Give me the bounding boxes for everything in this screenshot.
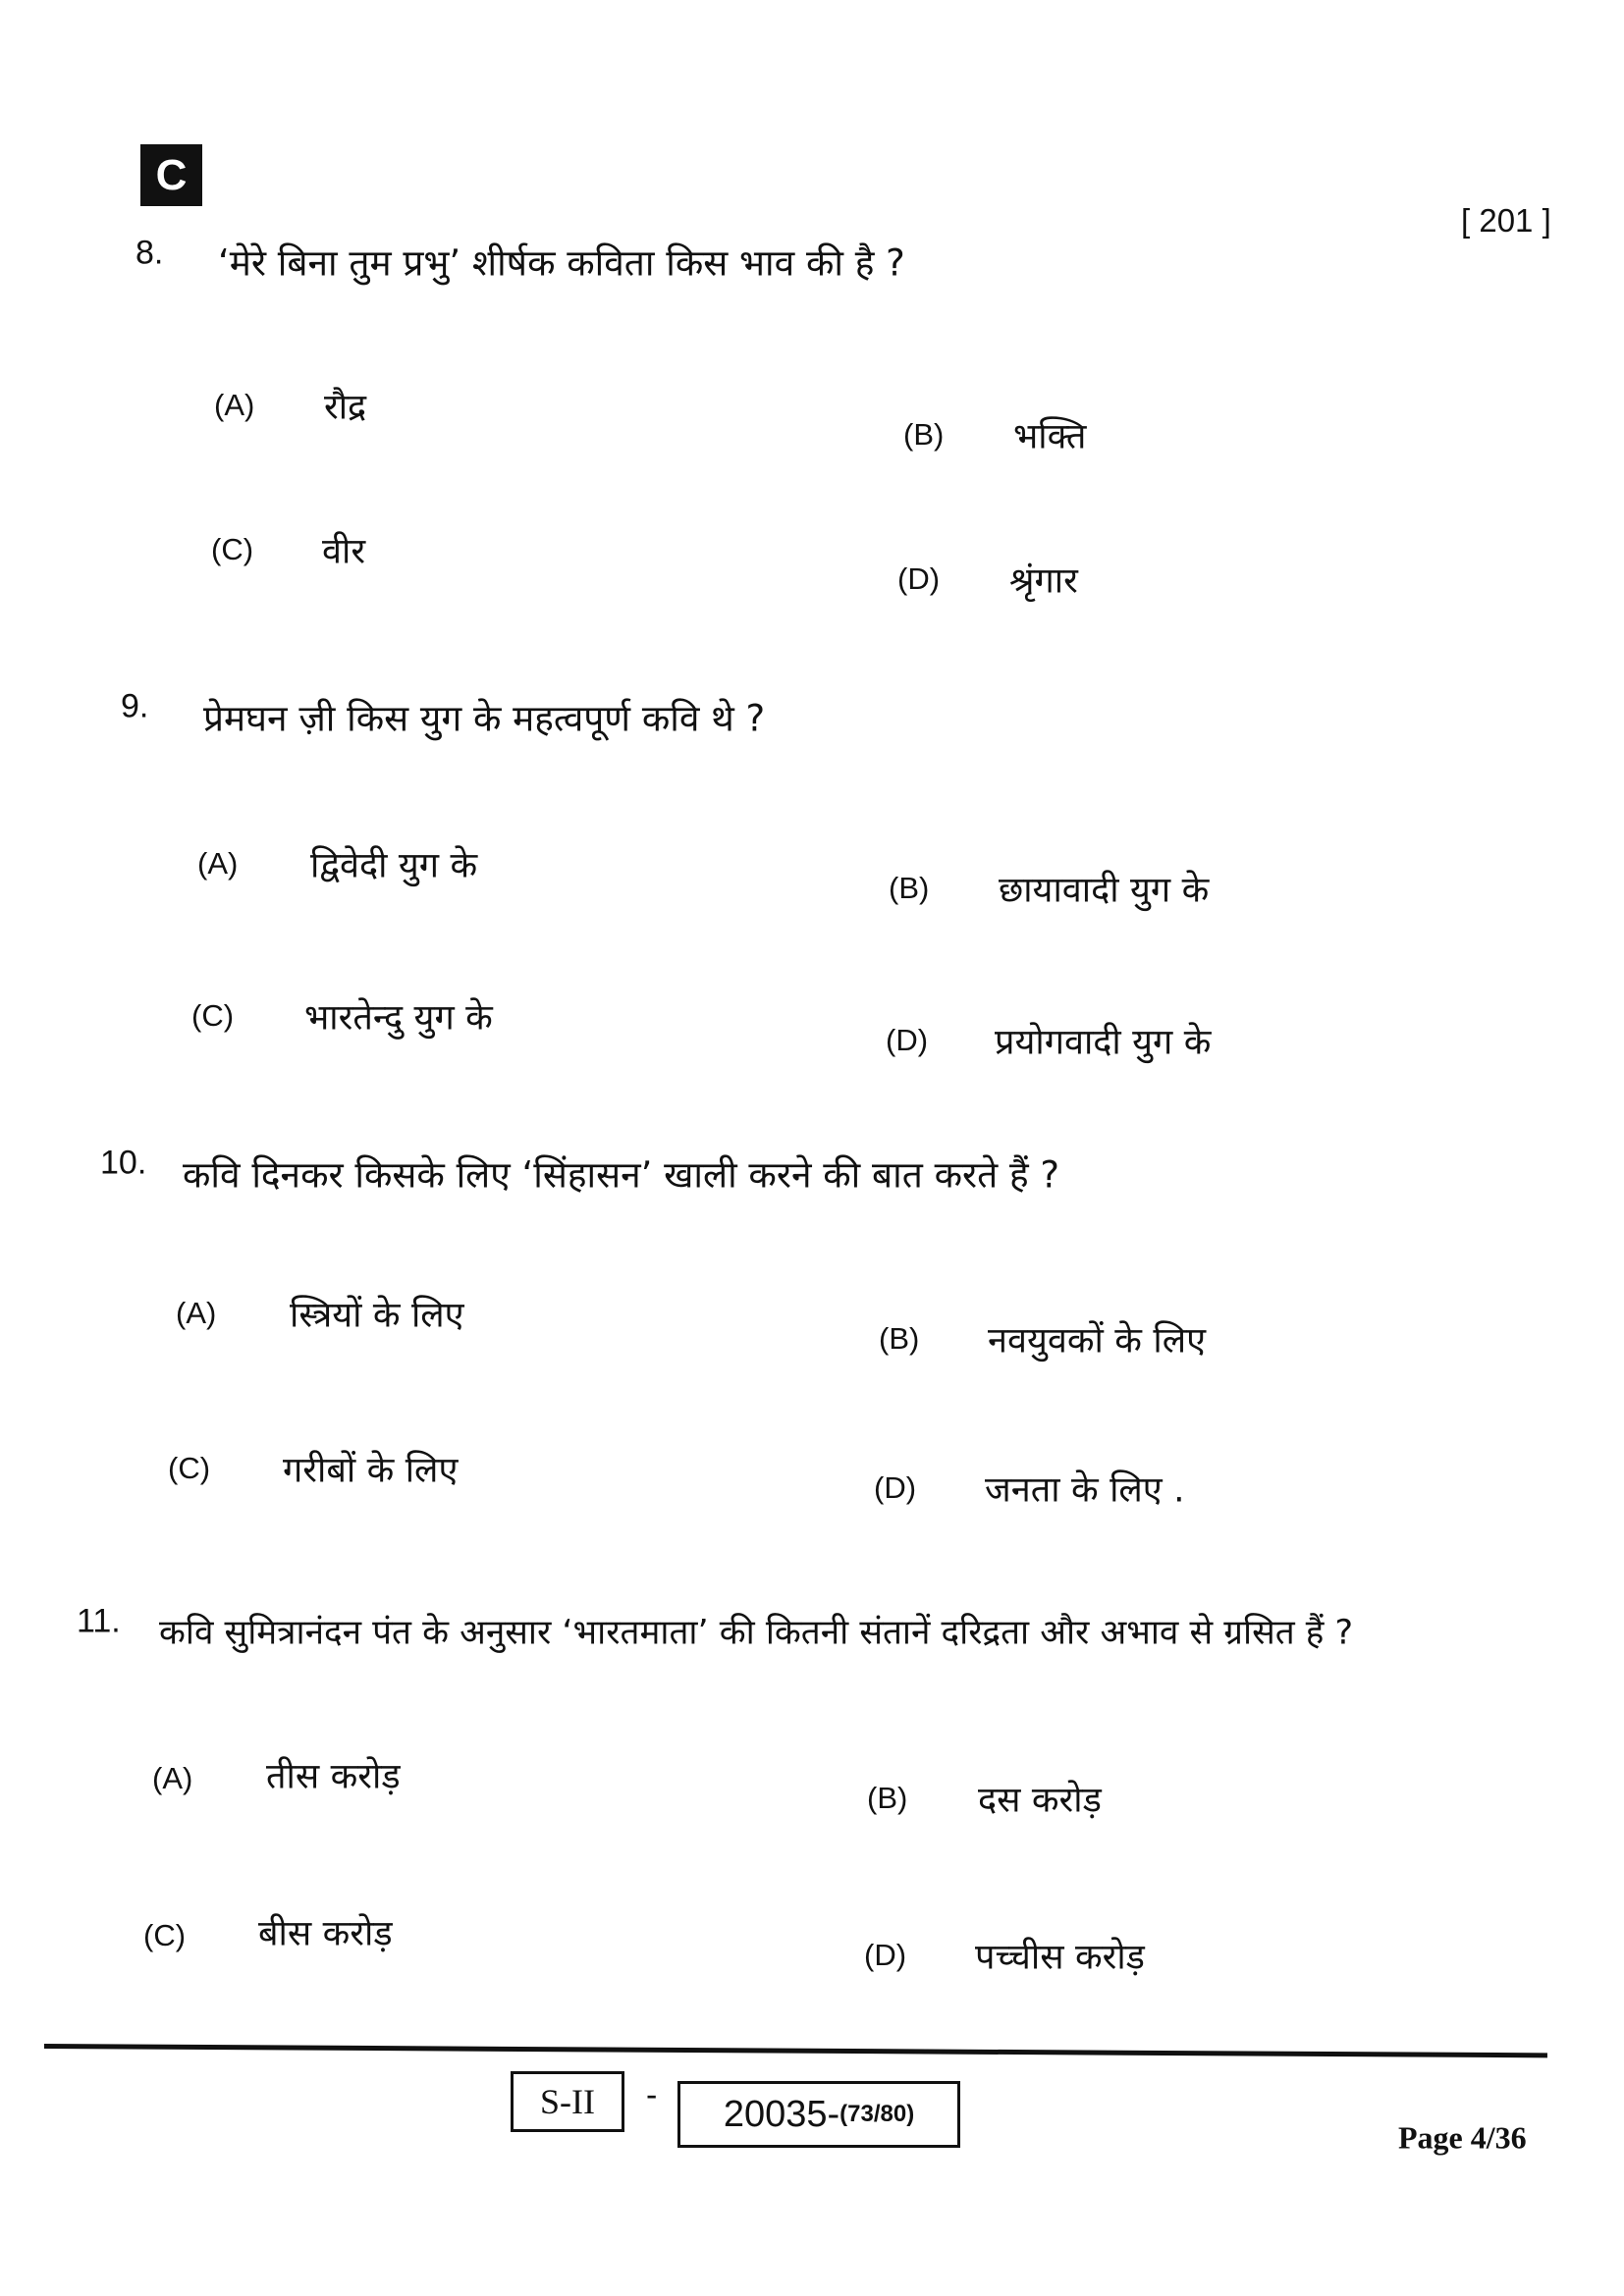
option-label: (D) — [886, 1023, 929, 1057]
option-label: (C) — [191, 998, 235, 1033]
option-label: (C) — [143, 1918, 187, 1952]
option-text: वीर — [322, 531, 366, 572]
option-text: गरीबों के लिए — [283, 1450, 459, 1491]
option-label: (B) — [867, 1781, 908, 1815]
paper-code-suffix: (73/80) — [839, 2101, 915, 2127]
option-label: (B) — [879, 1321, 920, 1356]
option-label: (D) — [874, 1470, 917, 1505]
set-code-badge: C — [140, 144, 202, 206]
question-number: 8. — [135, 234, 164, 272]
option-text: रौद्र — [324, 387, 367, 428]
option-text: जनता के लिए . — [985, 1469, 1185, 1511]
option-label: (A) — [176, 1296, 217, 1330]
option-text: बीस करोड़ — [258, 1913, 393, 1954]
footer-separator: - — [646, 2076, 658, 2114]
option-text: छायावादी युग के — [999, 870, 1210, 911]
option-text: श्रृंगार — [1009, 561, 1078, 602]
option-text: भारतेन्दु युग के — [304, 997, 493, 1039]
question-text: कवि दिनकर किसके लिए ‘सिंहासन’ खाली करने की बात करते हैं ? — [183, 1153, 1060, 1197]
option-text: भक्ति — [1013, 416, 1087, 457]
option-text: प्रयोगवादी युग के — [995, 1022, 1212, 1063]
option-label: (A) — [214, 388, 255, 422]
paper-code-box — [677, 2081, 960, 2148]
option-label: (D) — [864, 1938, 907, 1972]
option-text: नवयुवकों के लिए — [988, 1320, 1207, 1362]
option-text: द्विवेदी युग के — [310, 845, 478, 886]
question-text: ‘मेरे बिना तुम प्रभु’ शीर्षक कविता किस भाव की है ? — [218, 241, 905, 285]
paper-code: 20035- — [723, 2093, 840, 2135]
option-label: (A) — [197, 846, 239, 881]
option-label: (B) — [889, 871, 930, 905]
question-number: 11. — [77, 1602, 121, 1640]
question-text: कवि सुमित्रानंदन पंत के अनुसार ‘भारतमाता’ की कितनी संतानें दरिद्रता और अभाव से ग्रसित हैं ? — [159, 1613, 1354, 1653]
option-label: (B) — [903, 417, 945, 452]
option-label: (D) — [897, 561, 941, 596]
option-label: (C) — [168, 1451, 211, 1485]
question-number: 10. — [100, 1144, 147, 1182]
option-label: (A) — [152, 1761, 193, 1795]
series-box: S-II — [511, 2071, 624, 2132]
footer-rule — [44, 2044, 1547, 2057]
option-text: स्त्रियों के लिए — [290, 1295, 464, 1336]
option-text: दस करोड़ — [978, 1780, 1102, 1821]
option-text: पच्चीस करोड़ — [975, 1937, 1145, 1978]
question-text: प्रेमघन ज़ी किस युग के महत्वपूर्ण कवि थे ? — [203, 697, 766, 740]
page-number: Page 4/36 — [1398, 2119, 1527, 2156]
marks-bracket: [ 201 ] — [1461, 202, 1551, 239]
option-text: तीस करोड़ — [266, 1756, 401, 1797]
question-number: 9. — [121, 687, 149, 725]
option-label: (C) — [211, 532, 254, 566]
